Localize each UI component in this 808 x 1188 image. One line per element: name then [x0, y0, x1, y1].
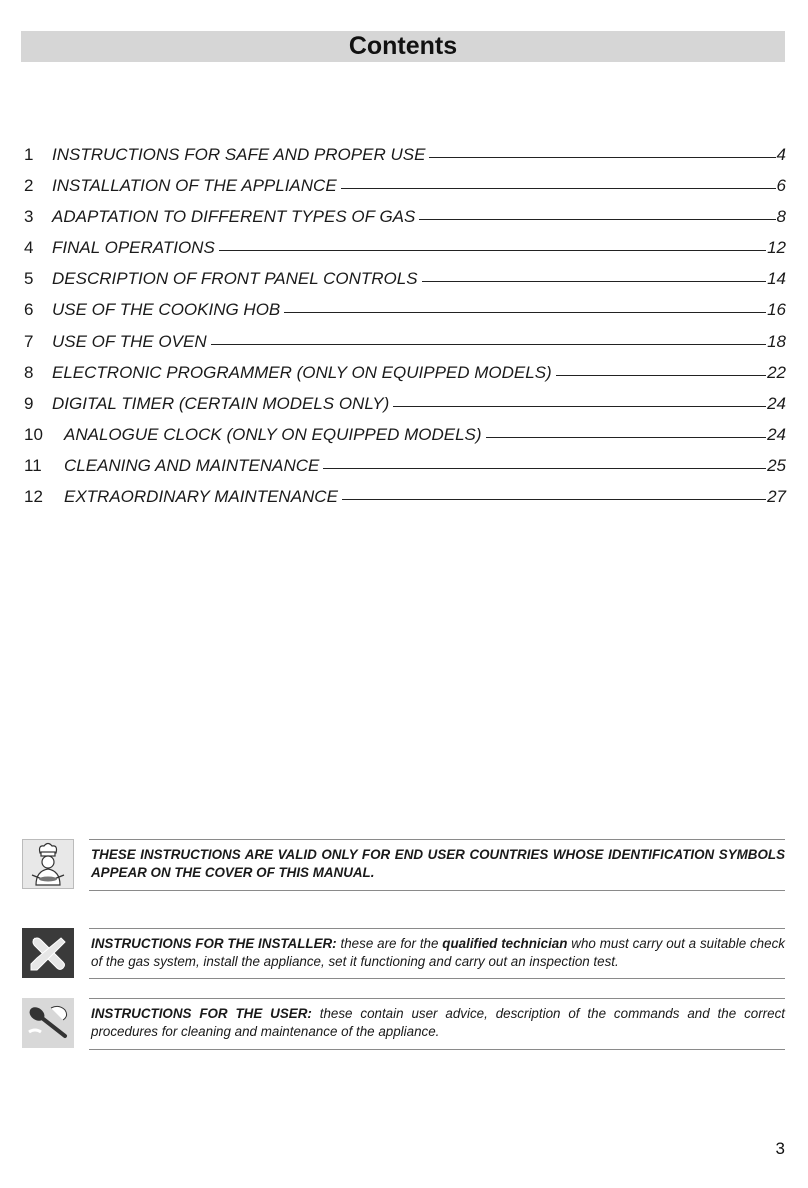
toc-entry — [24, 363, 786, 394]
toc-entry-number: 3 — [24, 207, 34, 227]
notice-validity — [89, 839, 785, 891]
toc-entry-title: ANALOGUE CLOCK (ONLY ON EQUIPPED MODELS) — [64, 424, 482, 444]
toc-leader-line — [486, 437, 767, 438]
toc-entry — [24, 269, 786, 300]
toc-entry-number: 2 — [24, 176, 34, 196]
toc-entry-number: 5 — [24, 269, 34, 289]
toc-entry — [24, 145, 786, 176]
toc-entry-title: DESCRIPTION OF FRONT PANEL CONTROLS — [52, 269, 418, 289]
toc-leader-line — [422, 281, 767, 282]
toc-entry — [24, 425, 786, 456]
toc-entry — [24, 207, 786, 238]
toc-entry-number: 1 — [24, 145, 34, 164]
toc-entry — [24, 332, 786, 363]
notice-installer-text-a: these are for the — [336, 936, 443, 951]
toc-leader-line — [323, 468, 766, 469]
toc-entry-title: DIGITAL TIMER (CERTAIN MODELS ONLY) — [52, 393, 390, 413]
toc-leader-line — [342, 499, 766, 500]
toc-entry-page: 24 — [767, 424, 786, 444]
toc-leader-line — [393, 406, 766, 407]
notice-user — [89, 998, 785, 1050]
toc-entry-page: 12 — [767, 238, 786, 258]
toc-entry — [24, 456, 786, 487]
toc-entry-title: INSTALLATION OF THE APPLIANCE — [52, 176, 337, 196]
page-title: Contents — [21, 31, 785, 62]
toc-entry-title: EXTRAORDINARY MAINTENANCE — [64, 487, 338, 507]
toc-entry-title: ELECTRONIC PROGRAMMER (ONLY ON EQUIPPED MODELS) — [52, 362, 552, 382]
notice-validity-text: THESE INSTRUCTIONS ARE VALID ONLY FOR END USER COUNTRIES WHOSE IDENTIFICATION SYMBOLS APPEAR ON THE COVER OF THIS MANUAL. — [91, 847, 785, 880]
toc-entry-page: 6 — [776, 176, 786, 196]
table-of-contents — [24, 145, 786, 518]
toc-entry-title: CLEANING AND MAINTENANCE — [64, 455, 320, 475]
toc-entry-number: 10 — [24, 424, 43, 444]
toc-entry-page: 16 — [767, 300, 786, 320]
toc-entry-page: 8 — [776, 207, 786, 227]
toc-entry-number: 4 — [24, 238, 34, 258]
toc-entry-page: 14 — [767, 269, 786, 289]
toc-entry-number: 7 — [24, 331, 34, 351]
toc-entry-page: 24 — [767, 393, 786, 413]
toc-entry — [24, 238, 786, 269]
toc-entry-number: 9 — [24, 393, 34, 413]
notice-user-text: these contain user advice, description of the commands and the correct procedures for cleaning and maintenance of the appliance. — [91, 1006, 785, 1039]
notice-installer-lead: INSTRUCTIONS FOR THE INSTALLER: — [91, 936, 337, 951]
toc-entry — [24, 300, 786, 331]
toc-entry-title: USE OF THE COOKING HOB — [52, 300, 281, 320]
notice-installer-highlight: qualified technician — [442, 936, 568, 951]
toc-entry-title: INSTRUCTIONS FOR SAFE AND PROPER USE — [52, 145, 426, 164]
toc-leader-line — [211, 344, 766, 345]
toc-entry-title: USE OF THE OVEN — [52, 331, 207, 351]
toc-entry-title: ADAPTATION TO DIFFERENT TYPES OF GAS — [52, 207, 416, 227]
tools-icon — [22, 928, 74, 978]
notice-installer — [89, 928, 785, 979]
toc-leader-line — [556, 375, 766, 376]
page-number: 3 — [775, 1139, 785, 1158]
toc-leader-line — [429, 157, 775, 158]
notice-installer-text-b: who must carry out a suitable check of the gas system, install the appliance, set it functioning and carry out an inspection test. — [91, 936, 785, 969]
toc-entry-number: 8 — [24, 362, 34, 382]
toc-entry-number: 11 — [24, 455, 42, 475]
toc-leader-line — [341, 188, 776, 189]
toc-entry — [24, 394, 786, 425]
spoon-icon — [22, 998, 74, 1048]
toc-entry-page: 4 — [776, 145, 786, 164]
toc-entry-number: 6 — [24, 300, 34, 320]
toc-leader-line — [284, 312, 766, 313]
toc-entry-page: 18 — [767, 331, 786, 351]
toc-entry-number: 12 — [24, 487, 43, 507]
chef-icon — [22, 839, 74, 889]
notice-user-lead: INSTRUCTIONS FOR THE USER: — [91, 1006, 312, 1021]
toc-entry — [24, 487, 786, 518]
toc-entry — [24, 176, 786, 207]
toc-leader-line — [419, 219, 775, 220]
toc-entry-page: 22 — [767, 362, 786, 382]
toc-entry-title: FINAL OPERATIONS — [52, 238, 215, 258]
toc-entry-page: 27 — [767, 487, 786, 507]
toc-leader-line — [219, 250, 766, 251]
toc-entry-page: 25 — [767, 455, 786, 475]
